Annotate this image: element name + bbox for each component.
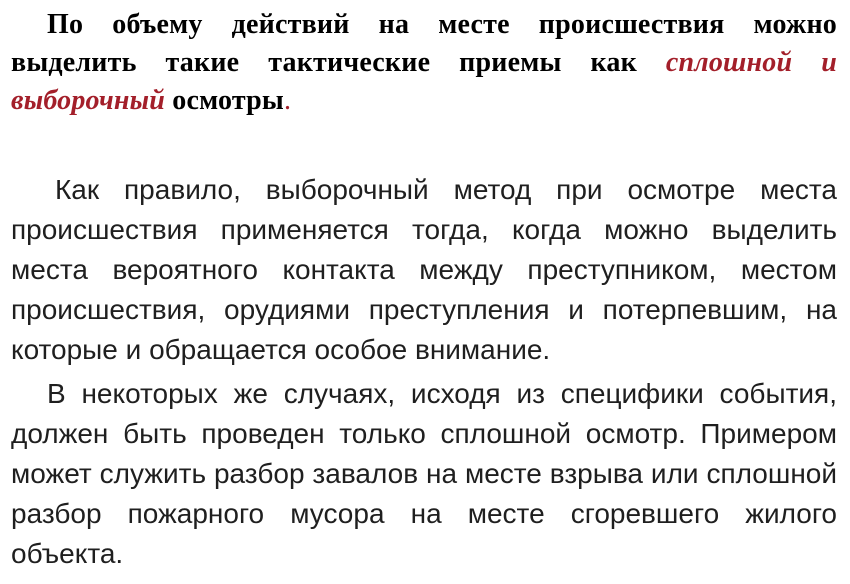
heading-text-start: По объему действий на месте происшествия можно выделить такие тактические приемы как [11, 9, 837, 78]
heading-accent-continuous: сплошной [665, 47, 793, 78]
heading-text-end: осмотры [165, 85, 284, 116]
heading-accent-selective: выборочный [11, 85, 166, 116]
heading-period: . [283, 85, 292, 116]
paragraph-continuous-inspection: В некоторых же случаях, исходя из специфики события, должен быть проведен только сплошной осмотр. Примером может служить разбор завалов на месте взрыва или сплошной разбор пожарного мусора на месте сгоревшего жилого объекта. [11, 378, 837, 569]
paragraph-selective-method: Как правило, выборочный метод при осмотре места происшествия применяется тогда, когда можно выделить места вероятного контакта между преступником, местом происшествия, орудиями преступления и потерпевшим, на которые и обращается особое внимание. [11, 174, 837, 365]
heading-accent-and: и [792, 47, 837, 78]
slide-heading [11, 6, 837, 120]
